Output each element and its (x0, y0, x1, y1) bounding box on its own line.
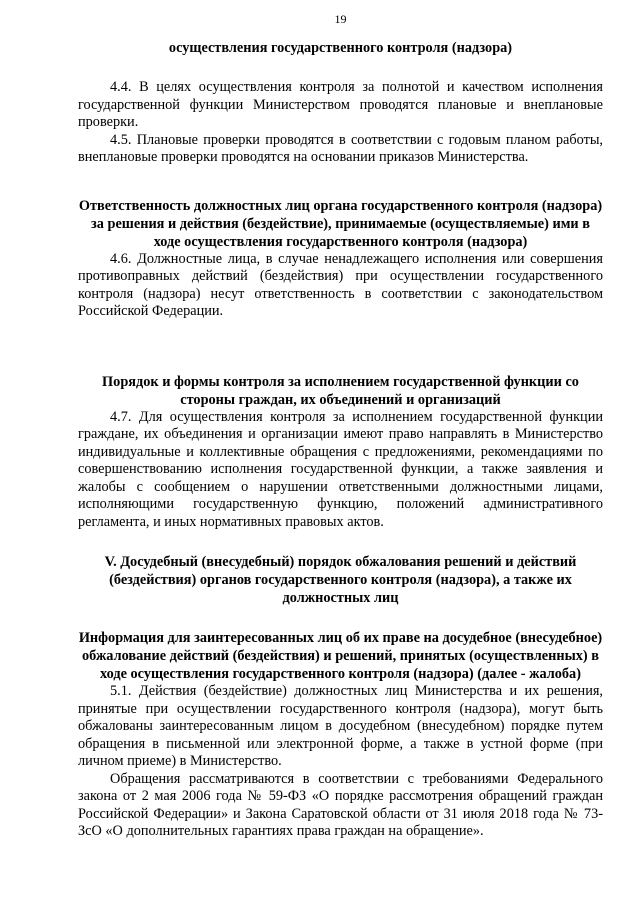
paragraph-4-5: 4.5. Плановые проверки проводятся в соответствии с годовым планом работы, внеплановые проверки проводятся на основании приказов Министерства. (78, 131, 603, 165)
spacer (78, 167, 603, 197)
spacer (78, 607, 603, 629)
section-heading-continuation: осуществления государственного контроля (надзора) (168, 40, 513, 56)
heading-complaint-info: Информация для заинтересованных лиц об их праве на досудебное (внесудебное) обжалование действий (бездействия) и решений, принятых (осуществленных) в ходе осуществления государственного контроля (надзора) (далее - жалоба) (78, 630, 603, 682)
heading-section-v: V. Досудебный (внесудебный) порядок обжалования решений и действий (бездействия) органов государственного контроля (надзора), а также их должностных лиц (104, 554, 577, 606)
page-number: 19 (334, 12, 347, 26)
paragraph-4-4: 4.4. В целях осуществления контроля за полнотой и качеством исполнения государственной функции Министерством проводятся плановые и внеплановые проверки. (78, 79, 603, 130)
spacer (78, 351, 603, 373)
spacer (78, 531, 603, 553)
paragraph-5-1: 5.1. Действия (бездействие) должностных лиц Министерства и их решения, принятые при осуществлении государственного контроля (надзора), могут быть обжалованы заинтересованным лицом в досудебном (внесудебном) порядке путем обращения в письменной или электронной форме, а также в устной форме (при личном приеме) в Министерство. (78, 683, 603, 769)
spacer (78, 321, 603, 351)
spacer (78, 57, 603, 79)
paragraph-appeals: Обращения рассматриваются в соответствии с требованиями Федерального закона от 2 мая 2006 года № 59-ФЗ «О порядке рассмотрения обращений граждан Российской Федерации» и Закона Саратовской области от 31 июля 2018 года № 73-ЗсО «О дополнительных гарантиях права граждан на обращение». (78, 770, 603, 839)
heading-responsibility: Ответственность должностных лиц органа государственного контроля (надзора) за решения и действия (бездействие), принимаемые (осуществляемые) ими в ходе осуществления государственного контроля (надзора) (78, 197, 603, 250)
heading-control-by-citizens: Порядок и формы контроля за исполнением государственной функции со стороны граждан, их объединений и организаций (102, 373, 579, 408)
paragraph-4-7: 4.7. Для осуществления контроля за исполнением государственной функции граждане, их объединения и организации имеют право направлять в Министерство индивидуальные и коллективные обращения с предложениями, рекомендациями по совершенствованию исполнения государственной функции, а также заявления и жалобы с сообщением о нарушении ответственными должностными лицами, исполняющими государственную функцию, положений административного регламента, и иных нормативных правовых актов. (78, 408, 603, 530)
paragraph-4-6: 4.6. Должностные лица, в случае ненадлежащего исполнения или совершения противоправных действий (бездействия) при осуществлении государственного контроля (надзора) несут ответственность в соответствии с законодательством Российской Федерации. (78, 250, 603, 319)
